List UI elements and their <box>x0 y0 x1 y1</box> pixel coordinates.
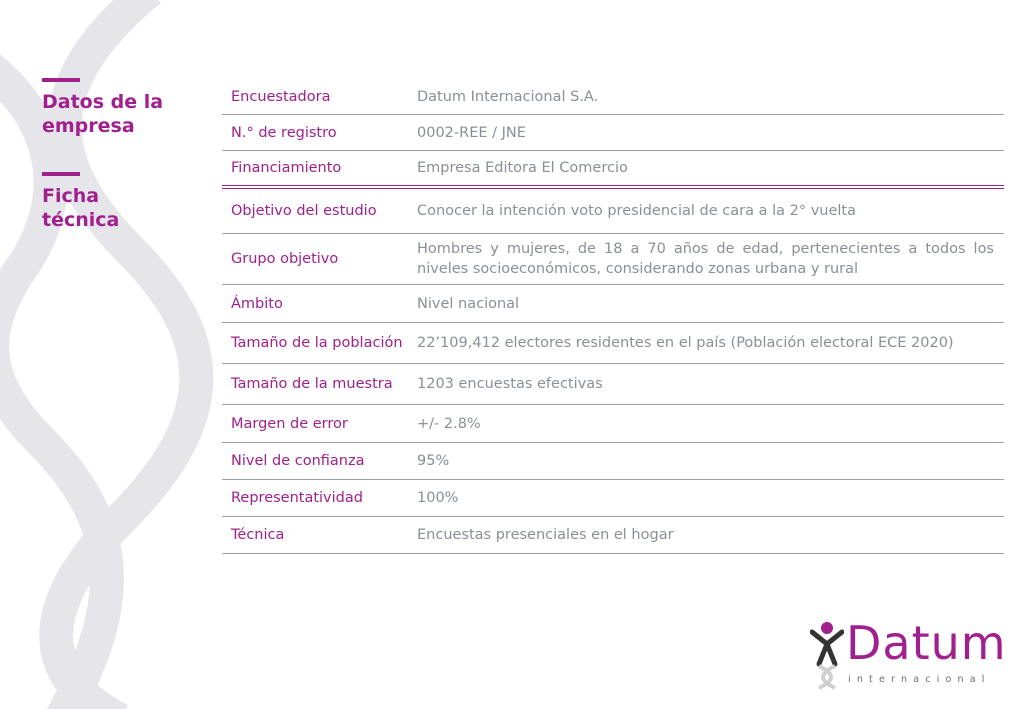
row-label: Objetivo del estudio <box>231 203 377 219</box>
table-row <box>222 285 1004 323</box>
row-value: 0002-REE / JNE <box>417 124 526 141</box>
row-value: 22’109,412 electores residentes en el país (Población electoral ECE 2020) <box>417 335 954 351</box>
table-row <box>222 323 1004 364</box>
table-row <box>222 443 1004 480</box>
row-value: Nivel nacional <box>417 295 520 312</box>
row-value: 95% <box>417 453 450 469</box>
table-row <box>222 364 1004 405</box>
table-row <box>222 480 1004 517</box>
row-label: Representatividad <box>231 490 363 506</box>
row-value: Encuestas presenciales en el hogar <box>417 527 674 543</box>
row-value: 100% <box>417 490 459 506</box>
row-label: Margen de error <box>231 415 348 432</box>
table-row <box>222 115 1004 151</box>
row-value: Empresa Editora El Comercio <box>417 160 628 176</box>
table-row <box>222 151 1004 189</box>
row-label: Tamaño de la población <box>231 335 403 351</box>
row-label: Técnica <box>231 527 285 543</box>
table-row <box>222 189 1004 234</box>
row-label: Tamaño de la muestra <box>231 376 393 392</box>
row-label: Grupo objetivo <box>231 251 339 267</box>
row-value: Conocer la intención voto presidencial de cara a la 2° vuelta <box>417 203 856 219</box>
row-value: Hombres y mujeres, de 18 a 70 años de edad, pertenecientes a todos los niveles socioeconómicos, considerando zonas urbana y rural <box>417 241 994 277</box>
row-label: Ámbito <box>231 295 283 312</box>
row-label: Financiamiento <box>231 160 342 176</box>
person-figure-icon <box>810 620 844 690</box>
section-marker <box>42 78 80 82</box>
row-label: Nivel de confianza <box>231 453 365 469</box>
table-row <box>222 517 1004 554</box>
table-row <box>222 234 1004 285</box>
row-label: Encuestadora <box>231 89 331 105</box>
logo-wordmark: Datum <box>846 616 1007 670</box>
row-label: N.° de registro <box>231 124 337 141</box>
row-value: +/- 2.8% <box>417 415 481 432</box>
section-title: Ficha técnica <box>42 185 120 231</box>
section-company-data <box>42 78 182 138</box>
section-title: Datos de la empresa <box>42 91 164 137</box>
table-row <box>222 405 1004 443</box>
technical-sheet-table <box>222 80 1004 554</box>
logo-tagline: internacional <box>848 674 991 685</box>
row-value: Datum Internacional S.A. <box>417 89 599 105</box>
section-marker <box>42 172 80 176</box>
table-row <box>222 80 1004 115</box>
datum-logo <box>808 616 1007 692</box>
row-value: 1203 encuestas efectivas <box>417 376 603 392</box>
section-technical-sheet <box>42 172 182 232</box>
